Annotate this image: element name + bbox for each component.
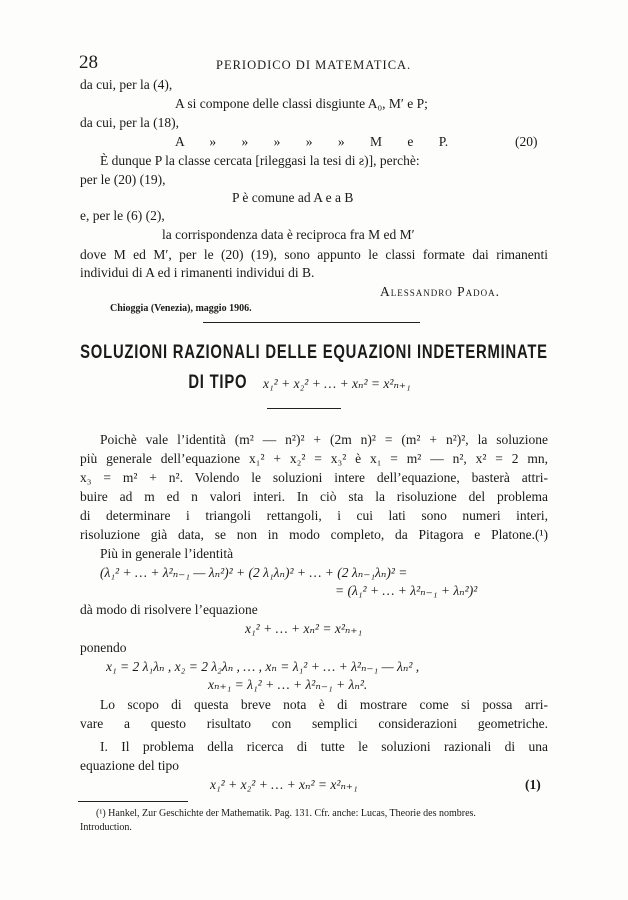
equation-number: (20) bbox=[515, 134, 538, 149]
text-line: x₃ = m² + n². Volendo le soluzioni intere dell’equazione, basterà attri- bbox=[80, 470, 548, 485]
text-line: da cui, per la (4), bbox=[80, 77, 173, 92]
title-formula: x₁² + x₂² + … + xₙ² = x²ₙ₊₁ bbox=[263, 376, 411, 391]
running-title: PERIODICO DI MATEMATICA. bbox=[216, 58, 412, 72]
equation-1: x₁² + x₂² + … + xₙ² = x²ₙ₊₁ bbox=[210, 777, 358, 792]
text-line: dà modo di risolvere l’equazione bbox=[80, 602, 258, 617]
text-line: per le (20) (19), bbox=[80, 172, 166, 187]
section-divider bbox=[203, 322, 420, 323]
text-line: individui di A ed i rimanenti individui di B. bbox=[80, 265, 315, 280]
text-line: da cui, per la (18), bbox=[80, 115, 179, 130]
text-line: risoluzione già data, se non in modo completo, da Pitagora e Platone.(¹) bbox=[80, 527, 548, 542]
identity-formula: (λ₁² + … + λ²ₙ₋₁ — λₙ²)² + (2 λ₁λₙ)² + … + (2 λₙ₋₁λₙ)² = bbox=[100, 565, 408, 580]
text-line: Poichè vale l’identità (m² — n²)² + (2m n)² = (m² + n²)², la soluzione bbox=[100, 432, 548, 447]
equation: x₁² + … + xₙ² = x²ₙ₊₁ bbox=[245, 621, 363, 636]
page-number: 28 bbox=[79, 52, 98, 73]
title-text: DI TIPO bbox=[188, 372, 248, 393]
text-line: buire ad m ed n valori interi. In ciò sta la risoluzione del problema bbox=[80, 489, 548, 504]
text-line: P è comune ad A e a B bbox=[232, 190, 354, 205]
author-signature: Alessandro Padoa. bbox=[380, 284, 501, 299]
setting-formula-cont: xₙ₊₁ = λ₁² + … + λ²ₙ₋₁ + λₙ². bbox=[208, 677, 368, 692]
footnote-rule bbox=[78, 801, 188, 802]
text-line: Lo scopo di questa breve nota è di mostrare come si possa arri- bbox=[100, 697, 548, 712]
text-line: di determinare i triangoli rettangoli, i cui lati sono numeri interi, bbox=[80, 508, 548, 523]
text-line: A si compone delle classi disgiunte A₀, M′ e P; bbox=[175, 96, 428, 111]
text-line: vare a questo risultato con semplici considerazioni geometriche. bbox=[80, 716, 548, 731]
text-line: e, per le (6) (2), bbox=[80, 208, 165, 223]
setting-formula: x₁ = 2 λ₁λₙ , x₂ = 2 λ₂λₙ , … , xₙ = λ₁² + … + λ²ₙ₋₁ — λₙ² , bbox=[106, 659, 420, 674]
text-line: più generale dell’equazione x₁² + x₂² = x₃² è x₁ = m² — n², x² = 2 mn, bbox=[80, 451, 548, 466]
text-line: È dunque P la classe cercata [rileggasi la tesi di ƨ)], perchè: bbox=[100, 153, 420, 168]
text-line: ponendo bbox=[80, 640, 127, 655]
text-line: equazione del tipo bbox=[80, 758, 179, 773]
section-heading-line: I. Il problema della ricerca di tutte le soluzioni razionali di una bbox=[100, 739, 548, 754]
article-title: SOLUZIONI RAZIONALI DELLE EQUAZIONI INDETERMINATE bbox=[80, 342, 548, 363]
text-line: la corrispondenza data è reciproca fra M ed M′ bbox=[162, 227, 415, 242]
text-line: Più in generale l’identità bbox=[100, 546, 234, 561]
text-line: A » » » » » M e P. bbox=[175, 134, 449, 149]
place-date: Chioggia (Venezia), maggio 1906. bbox=[110, 303, 252, 314]
title-rule bbox=[267, 408, 341, 409]
equation-number: (1) bbox=[525, 777, 541, 792]
footnote-text: Introduction. bbox=[80, 822, 132, 833]
text-line: dove M ed M′, per le (20) (19), sono appunto le classi formate dai rimanenti bbox=[80, 247, 548, 262]
article-title-line2 bbox=[180, 374, 411, 393]
footnote-text: (¹) Hankel, Zur Geschichte der Mathematik. Pag. 131. Cfr. anche: Lucas, Theorie des nombres. bbox=[96, 808, 476, 819]
identity-formula-cont: = (λ₁² + … + λ²ₙ₋₁ + λₙ²)² bbox=[335, 583, 478, 598]
